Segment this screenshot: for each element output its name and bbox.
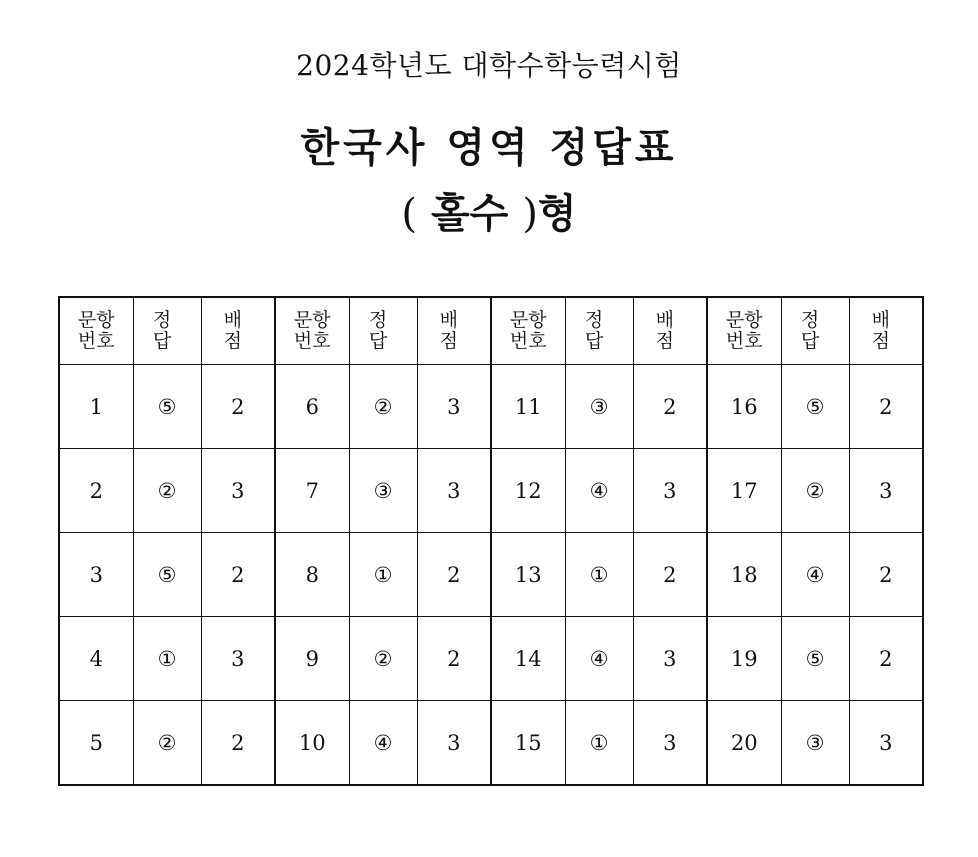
points-cell: 3 (633, 701, 707, 786)
header-answer: 정 답 (133, 297, 201, 365)
question-number: 11 (491, 365, 565, 449)
page-title: 한국사 영역 정답표 (300, 124, 678, 171)
answer-cell: ② (349, 365, 417, 449)
answer-cell: ② (349, 617, 417, 701)
points-cell: 2 (633, 365, 707, 449)
answer-key-table (58, 296, 924, 786)
points-cell: 3 (849, 701, 923, 786)
points-cell: 2 (417, 617, 491, 701)
points-cell: 3 (417, 365, 491, 449)
answer-cell: ② (781, 449, 849, 533)
answer-cell: ④ (349, 701, 417, 786)
question-number: 13 (491, 533, 565, 617)
answer-cell: ① (349, 533, 417, 617)
table-row (59, 701, 923, 786)
question-number: 10 (275, 701, 349, 786)
header-points: 배 점 (849, 297, 923, 365)
answer-cell: ③ (565, 365, 633, 449)
answer-cell: ① (565, 701, 633, 786)
question-number: 1 (59, 365, 133, 449)
answer-cell: ⑤ (133, 365, 201, 449)
question-number: 12 (491, 449, 565, 533)
question-number: 8 (275, 533, 349, 617)
question-number: 16 (707, 365, 781, 449)
points-cell: 3 (417, 701, 491, 786)
points-cell: 2 (849, 365, 923, 449)
points-cell: 2 (201, 701, 275, 786)
close-paren: ) (522, 191, 538, 237)
points-cell: 3 (849, 449, 923, 533)
answer-cell: ① (133, 617, 201, 701)
answer-cell: ⑤ (781, 617, 849, 701)
points-cell: 3 (633, 449, 707, 533)
answer-cell: ⑤ (133, 533, 201, 617)
question-number: 14 (491, 617, 565, 701)
table-row (59, 617, 923, 701)
answer-cell: ③ (781, 701, 849, 786)
answer-cell: ⑤ (781, 365, 849, 449)
answer-cell: ④ (565, 449, 633, 533)
question-number: 20 (707, 701, 781, 786)
points-cell: 3 (417, 449, 491, 533)
header-answer: 정 답 (781, 297, 849, 365)
header-question-no: 문항 번호 (275, 297, 349, 365)
question-number: 3 (59, 533, 133, 617)
table-row (59, 533, 923, 617)
exam-type-name: 홀수 (431, 190, 509, 237)
question-number: 7 (275, 449, 349, 533)
open-paren: ( (401, 191, 418, 237)
answer-cell: ② (133, 449, 201, 533)
answer-cell: ③ (349, 449, 417, 533)
points-cell: 3 (201, 617, 275, 701)
points-cell: 2 (849, 617, 923, 701)
question-number: 6 (275, 365, 349, 449)
header-question-no: 문항 번호 (491, 297, 565, 365)
header-points: 배 점 (417, 297, 491, 365)
header-row (59, 297, 923, 365)
answer-cell: ① (565, 533, 633, 617)
points-cell: 2 (633, 533, 707, 617)
table-row (59, 449, 923, 533)
points-cell: 3 (633, 617, 707, 701)
question-number: 19 (707, 617, 781, 701)
answer-cell: ④ (565, 617, 633, 701)
points-cell: 2 (417, 533, 491, 617)
question-number: 4 (59, 617, 133, 701)
question-number: 9 (275, 617, 349, 701)
question-number: 17 (707, 449, 781, 533)
header-question-no: 문항 번호 (59, 297, 133, 365)
points-cell: 3 (201, 449, 275, 533)
question-number: 2 (59, 449, 133, 533)
header-answer: 정 답 (565, 297, 633, 365)
exam-type-suffix: 형 (537, 190, 577, 237)
question-number: 18 (707, 533, 781, 617)
header-points: 배 점 (201, 297, 275, 365)
header-question-no: 문항 번호 (707, 297, 781, 365)
points-cell: 2 (849, 533, 923, 617)
exam-type-line (0, 182, 978, 239)
question-number: 5 (59, 701, 133, 786)
table-row (59, 365, 923, 449)
exam-title: 2024학년도 대학수학능력시험 (296, 49, 682, 82)
answer-cell: ④ (781, 533, 849, 617)
header-points: 배 점 (633, 297, 707, 365)
points-cell: 2 (201, 533, 275, 617)
answer-cell: ② (133, 701, 201, 786)
points-cell: 2 (201, 365, 275, 449)
header-answer: 정 답 (349, 297, 417, 365)
question-number: 15 (491, 701, 565, 786)
